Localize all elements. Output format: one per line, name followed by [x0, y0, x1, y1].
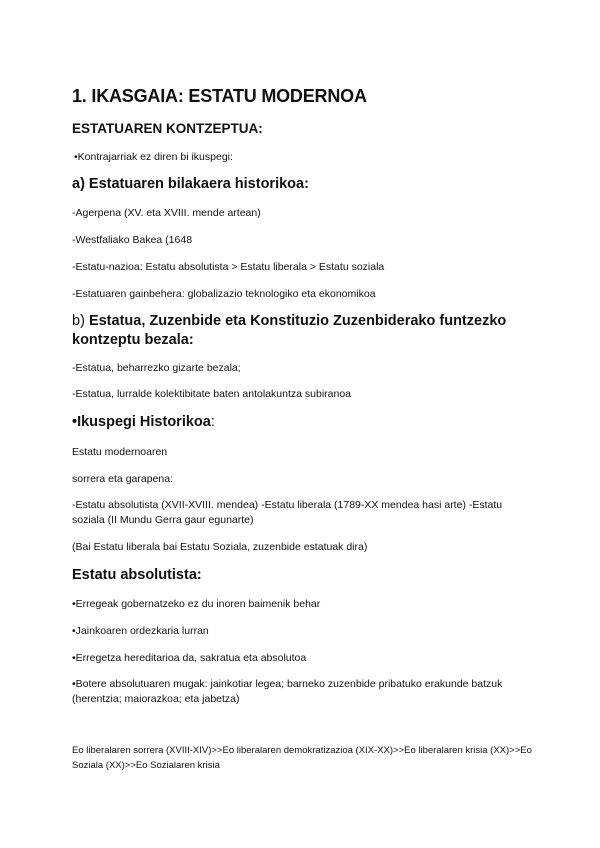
absolutist-heading: Estatu absolutista:: [72, 567, 202, 583]
list-item: -Estatua, beharrezko gizarte bezala;: [72, 362, 241, 374]
section-b-heading: [72, 313, 506, 329]
section-b-prefix: b): [72, 313, 85, 329]
concept-heading: ESTATUAREN KONTZEPTUA:: [72, 121, 263, 136]
page-title: 1. IKASGAIA: ESTATU MODERNOA: [72, 86, 367, 106]
list-item: -Estatu-nazioa: Estatu absolutista > Estatu liberala > Estatu soziala: [72, 261, 385, 273]
list-item: -Westfaliako Bakea (1648: [72, 234, 193, 246]
historic-heading-colon: :: [210, 414, 215, 430]
historic-heading-text: •Ikuspegi Historikoa: [72, 414, 211, 430]
historic-heading: [72, 414, 215, 430]
section-a-heading: a) Estatuaren bilakaera historikoa:: [72, 176, 309, 192]
historic-line1: Estatu modernoaren: [72, 446, 168, 458]
footer-note: Eo liberalaren sorrera (XVIII-XIV)>>Eo liberalaren demokratizazioa (XIX-XX)>>Eo liberalaren krisia (XX)>>Eo Soziala (XX)>>Eo Sozialaren krisia: [72, 745, 532, 771]
list-item: -Estatuaren gainbehera: globalizazio teknologiko eta ekonomikoa: [72, 288, 376, 300]
list-item: •Botere absolutuaren mugak: jainkotiar legea; barneko zuzenbide pribatuko erakunde batzuk (herentzia; maiorazkoa; eta jabetza): [72, 678, 503, 705]
historic-note: (Bai Estatu liberala bai Estatu Soziala, zuzenbide estatuak dira): [72, 541, 368, 553]
historic-paragraph: -Estatu absolutista (XVII-XVIII. mendea) -Estatu liberala (1789-XX mendea hasi arte) -Estatu soziala (II Mundu Gerra gaur egunarte): [72, 499, 503, 526]
historic-line2: sorrera eta garapena:: [72, 473, 173, 485]
section-b-heading-line1: Estatua, Zuzenbide eta Konstituzio Zuzenbiderako funtzezko: [88, 313, 507, 329]
list-item: •Jainkoaren ordezkaria lurran: [72, 625, 209, 637]
list-item: •Erregeak gobernatzeko ez du inoren baimenik behar: [72, 598, 321, 610]
list-item: •Erregetza hereditarioa da, sakratua eta absolutoa: [72, 652, 307, 664]
section-b-heading-line2: kontzeptu bezala:: [72, 332, 194, 348]
intro-bullet: •Kontrajarriak ez diren bi ikuspegi:: [74, 151, 233, 163]
list-item: -Estatua, lurralde kolektibitate baten antolakuntza subiranoa: [72, 388, 352, 400]
list-item: -Agerpena (XV. eta XVIII. mende artean): [72, 207, 261, 219]
